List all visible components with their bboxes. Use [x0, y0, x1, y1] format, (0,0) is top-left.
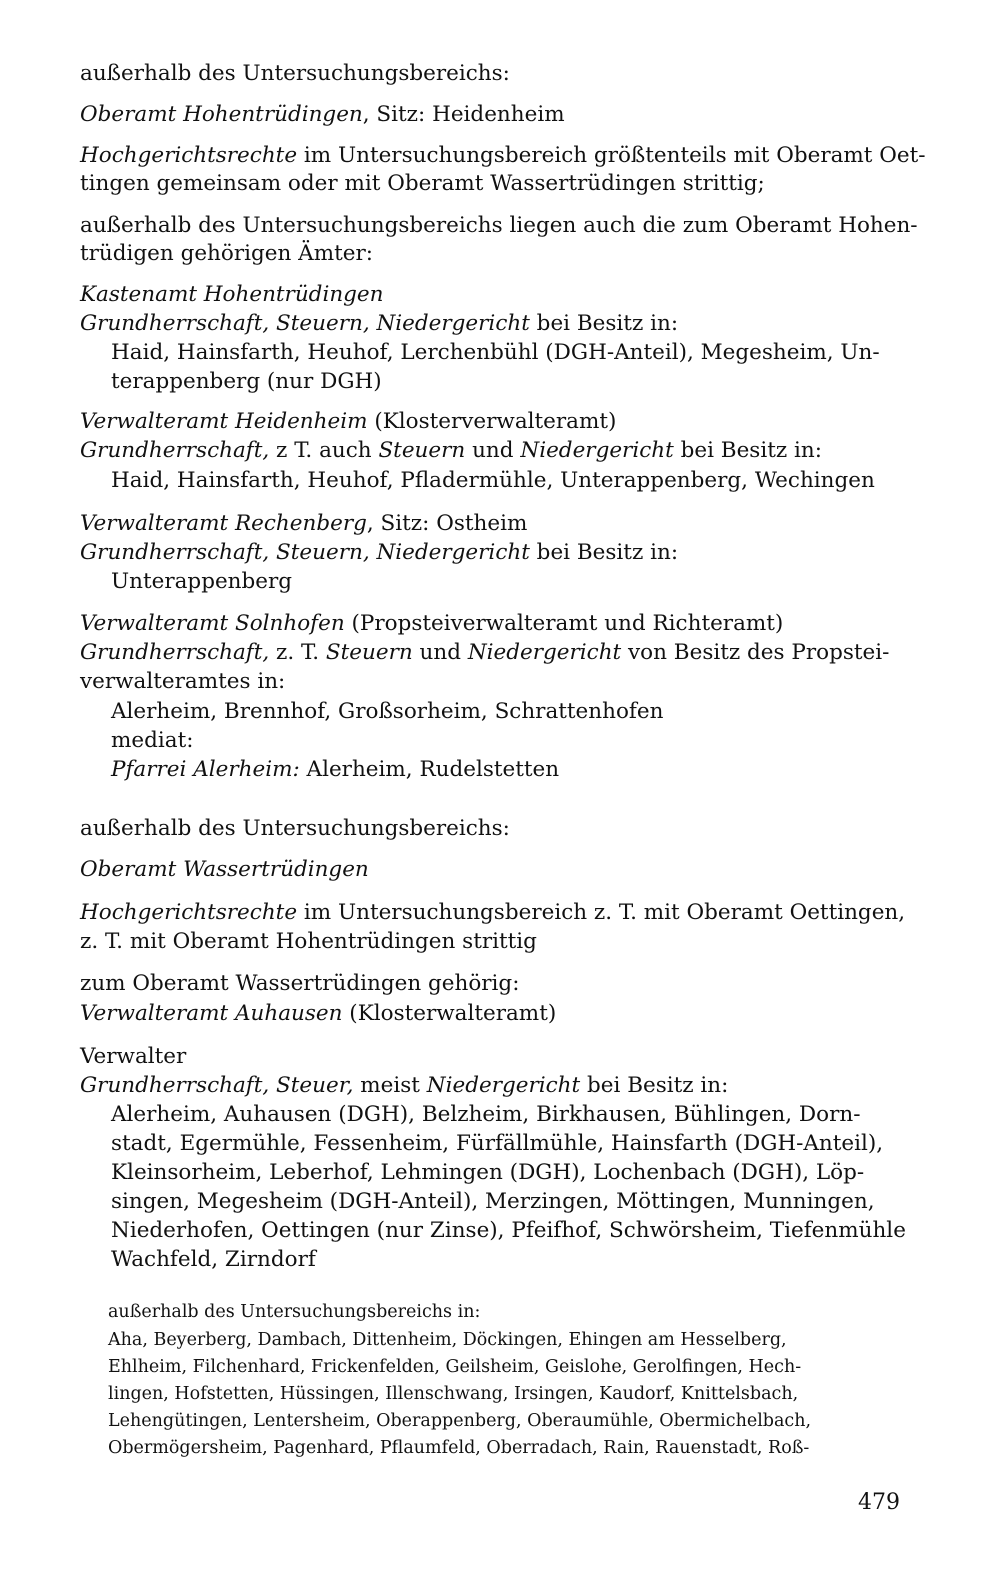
pfarrei-line: [111, 756, 559, 784]
rights-term: Grundherrschaft,: [80, 438, 270, 463]
places-line: Kleinsorheim, Leberhof, Lehmingen (DGH), Lochenbach (DGH), Löp-: [111, 1160, 865, 1185]
outside-places-line: Aha, Beyerberg, Dambach, Dittenheim, Döckingen, Ehingen am Hesselberg,: [108, 1330, 787, 1350]
belong-line: zum Oberamt Wassertrüdingen gehörig:: [80, 971, 520, 996]
rights-term: Grundherrschaft,: [80, 640, 270, 665]
rights-text: bei Besitz in:: [673, 438, 822, 463]
rights-term: Niedergericht: [520, 438, 674, 463]
verwalteramt-solnhofen: [80, 610, 783, 638]
places-line: Alerheim, Auhausen (DGH), Belzheim, Birkhausen, Bühlingen, Dorn-: [111, 1102, 861, 1127]
section-heading: außerhalb des Untersuchungsbereichs:: [80, 816, 510, 841]
office-seat: , Sitz: Ostheim: [366, 511, 528, 536]
places-line: Niederhofen, Oettingen (nur Zinse), Pfeifhof, Schwörsheim, Tiefenmühle: [111, 1218, 906, 1243]
outside-line: trüdigen gehörigen Ämter:: [80, 241, 373, 266]
rights-term: Grundherrschaft, Steuer,: [80, 1073, 354, 1098]
pfarrei-places: Alerheim, Rudelstetten: [299, 757, 560, 782]
outside-places-line: Lehengütingen, Lentersheim, Oberappenberg, Oberaumühle, Obermichelbach,: [108, 1411, 812, 1431]
pfarrei-name: Pfarrei Alerheim:: [111, 757, 300, 782]
jurisdiction-line: tingen gemeinsam oder mit Oberamt Wassertrüdingen strittig;: [80, 171, 765, 196]
rights-terms: Grundherrschaft, Steuern, Niedergericht: [80, 540, 530, 565]
office-name: Verwalteramt Auhausen: [80, 1001, 343, 1026]
rights-line: verwalteramtes in:: [80, 669, 286, 694]
office-seat: , Sitz: Heidenheim: [362, 102, 565, 127]
office-type: (Klosterverwalteramt): [367, 409, 617, 434]
rights-text: und: [412, 640, 468, 665]
verwalter-label: Verwalter: [80, 1044, 187, 1069]
rights-terms: Grundherrschaft, Steuern, Niedergericht: [80, 311, 530, 336]
rights-text: bei Besitz in:: [580, 1073, 729, 1098]
office-name: Oberamt Hohentrüdingen: [80, 102, 363, 127]
places-line: singen, Megesheim (DGH-Anteil), Merzingen, Möttingen, Munningen,: [111, 1189, 875, 1214]
office-type: (Propsteiverwalteramt und Richteramt): [344, 611, 784, 636]
rights-text: und: [465, 438, 521, 463]
office-title: [80, 101, 565, 129]
rights-text: meist: [353, 1073, 427, 1098]
mediat-label: mediat:: [111, 728, 194, 753]
kastenamt-title: Kastenamt Hohentrüdingen: [80, 282, 384, 307]
outside-places-line: Obermögersheim, Pagenhard, Pflaumfeld, Oberradach, Rain, Rauenstadt, Roß-: [108, 1438, 810, 1458]
rights-term: Niedergericht: [467, 640, 622, 665]
term-hochgerichtsrechte: Hochgerichtsrechte: [80, 143, 298, 168]
rights-line: [80, 1072, 728, 1100]
office-title: Oberamt Wassertrüdingen: [80, 857, 369, 882]
jurisdiction-text: im Untersuchungsbereich größtenteils mit Oberamt Oet-: [297, 143, 926, 168]
rights-text: z. T.: [269, 640, 326, 665]
verwalteramt-heidenheim: [80, 408, 616, 436]
rights-term: Steuern: [325, 640, 413, 665]
rights-line: [80, 539, 678, 567]
places-line: Haid, Hainsfarth, Heuhof, Lerchenbühl (DGH-Anteil), Megesheim, Un-: [111, 340, 880, 365]
rights-text: von Besitz des Propstei-: [621, 640, 890, 665]
office-name: Verwalteramt Rechenberg: [80, 511, 367, 536]
places-line: Haid, Hainsfarth, Heuhof, Pfladermühle, Unterappenberg, Wechingen: [111, 468, 875, 493]
rights-text: bei Besitz in:: [529, 311, 679, 336]
page-number: 479: [858, 1490, 900, 1515]
term-hochgerichtsrechte: Hochgerichtsrechte: [80, 900, 298, 925]
rights-text: z T. auch: [269, 438, 379, 463]
places-line: terappenberg (nur DGH): [111, 369, 382, 394]
verwalteramt-auhausen: [80, 1000, 556, 1028]
rights-term: Niedergericht: [426, 1073, 581, 1098]
office-name: Verwalteramt Solnhofen: [80, 611, 345, 636]
rights-term: Steuern: [378, 438, 466, 463]
rights-line: [80, 437, 822, 465]
places-line: stadt, Egermühle, Fessenheim, Fürfällmühle, Hainsfarth (DGH-Anteil),: [111, 1131, 884, 1156]
outside-label: außerhalb des Untersuchungsbereichs in:: [108, 1302, 481, 1322]
jurisdiction-line: [80, 899, 905, 927]
places-line: Wachfeld, Zirndorf: [111, 1247, 316, 1272]
rights-text: bei Besitz in:: [529, 540, 679, 565]
outside-line: außerhalb des Untersuchungsbereichs liegen auch die zum Oberamt Hohen-: [80, 213, 918, 238]
places-line: Alerheim, Brennhof, Großsorheim, Schrattenhofen: [111, 699, 664, 724]
jurisdiction-line: [80, 142, 926, 170]
rights-line: [80, 310, 678, 338]
outside-places-line: lingen, Hofstetten, Hüssingen, Illenschwang, Irsingen, Kaudorf, Knittelsbach,: [108, 1384, 799, 1404]
outside-places-line: Ehlheim, Filchenhard, Frickenfelden, Geilsheim, Geislohe, Gerolfingen, Hech-: [108, 1357, 802, 1377]
jurisdiction-text: im Untersuchungsbereich z. T. mit Oberamt Oettingen,: [297, 900, 906, 925]
places-line: Unterappenberg: [111, 569, 293, 594]
verwalteramt-rechenberg: [80, 510, 527, 538]
section-heading: außerhalb des Untersuchungsbereichs:: [80, 61, 510, 86]
office-type: (Klosterwalteramt): [342, 1001, 557, 1026]
office-name: Verwalteramt Heidenheim: [80, 409, 368, 434]
jurisdiction-line: z. T. mit Oberamt Hohentrüdingen strittig: [80, 929, 537, 954]
rights-line: [80, 639, 889, 667]
